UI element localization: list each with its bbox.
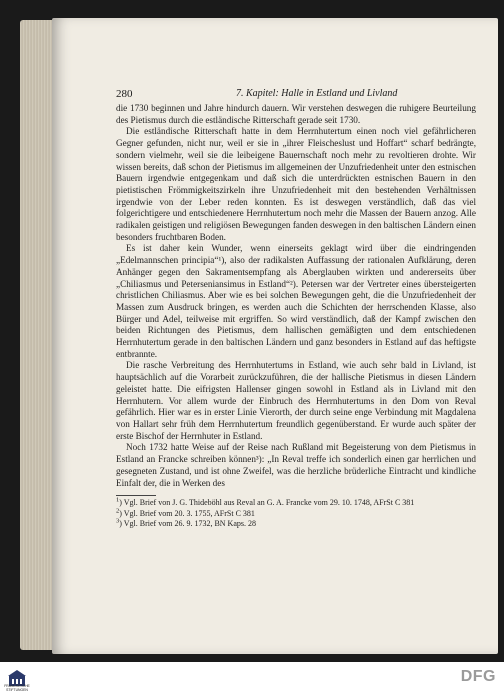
viewer-footer [0,662,504,693]
book-page-edges [20,20,54,650]
paragraph: Noch 1732 hatte Weise auf der Reise nach Rußland mit Begeisterung von dem Pietismus in Estland an Francke schreiben können³): „In Reval treffe ich sonderlich einen gar herrlichen und gesegneten Zustand, und ist ohne Zweifel, was die herzliche brüderliche Eintracht und kindliche Einfalt der, die in Werken des [116,442,476,488]
page-body [116,103,476,529]
footnote: $^1$) Vgl. Brief von J. G. Thideböhl aus Reval an G. A. Francke vom 29. 10. 1748, AFrSt C 381 [116,496,415,508]
running-title: 7. Kapitel: Halle in Estland und Livland [236,88,398,99]
footnote-mark: 2 [116,506,120,514]
dfg-logo: DFG [460,668,496,685]
footnote: $^3$) Vgl. Brief vom 26. 9. 1732, BN Kaps. 28 [116,517,256,529]
paragraph: Die rasche Verbreitung des Herrnhutertums in Estland, wie auch sehr bald in Livland, ist hauptsächlich auf die Vorarbeit zurückzuführen, die der hallische Pietismus in diesen Ländern geleistet hatte. Die eifrigsten Hallenser gingen sowohl in Estland als in Livland mit den Herrnhutern. Vor allem wurde der Einbruch des Herrnhutertums in den Dom von Reval gefährlich. Hier war es in erster Linie Vierorth, der durch seine enge Verbindung mit Magdalena von Hallart sehr früh dem Herrnhutertum freundlich gegenüberstand. Er wurde auch später der erste Bischof der Herrnhuter in Estland. [116,360,476,441]
logo-text: FRANCKESCHE STIFTUNGEN [4,684,30,692]
footnote-rule [116,495,156,496]
footnote-text: Vgl. Brief vom 20. 3. 1755, AFrSt C 381 [123,508,255,518]
footnote-mark: 3 [116,517,120,525]
footnote-text: Vgl. Brief von J. G. Thideböhl aus Reval an G. A. Francke vom 29. 10. 1748, AFrSt C 381 [123,498,415,508]
paragraph: Die estländische Ritterschaft hatte in dem Herrnhutertum einen noch viel gefährlicheren Gegner gefunden, nicht nur, weil er sie in „ihrer Fleischeslust und Hoffart“ scharf bedrängte, sondern vielmehr, weil sie die leibeigene Bauernschaft noch mehr zu revoltieren drohte. Wir wissen bereits, daß schon der Pietismus im allgemeinen der Unzufriedenheit unter den estnischen Bauern irgendwie entgegenkam und daß sich die unterdrückten estnischen Bauern in den pietistischen Frömmigkeitszirkeln ihre Unzufriedenheit mit den bestehenden Verhältnissen irgendwie von der Leber reden konnten. Es ist deswegen verständlich, daß das viel folgerichtigere und entschiedenere Herrnhutertum noch mehr die Massen der Bauern anzog. Alle radikalen geistigen und religiösen Bewegungen fanden deswegen in den baltischen Ländern einen besonders fruchtbaren Boden. [116,126,476,242]
running-header [116,88,476,102]
paragraph: die 1730 beginnen und Jahre hindurch dauern. Wir verstehen deswegen die ruhigere Beurteilung des Pietismus durch die estländische Ritterschaft gerade seit 1730. [116,103,476,125]
footnote-text: Vgl. Brief vom 26. 9. 1732, BN Kaps. 28 [123,519,256,529]
footnote-mark: 1 [116,496,120,504]
page-number: 280 [116,88,133,100]
footnote: $^2$) Vgl. Brief vom 20. 3. 1755, AFrSt C 381 [116,506,255,518]
paragraph: Es ist daher kein Wunder, wenn einerseits geklagt wird über die eindringenden „Edelmannschen principia“¹), also der radikalsten Auffassung der rationalen Aufklärung, deren Anhänger gegen den Sakramentsempfang als Aberglauben wirkten und andererseits über „Chiliasmus und Peterseniansimus in Estland“²). Petersen war der Vertreter eines übersteigerten christlichen Chiliasmus. Aber wie es bei solchen Bewegungen geht, die die Unzufriedenheit der Massen zum Ausdruck bringen, es werden auch die Schichten der herrschenden Klasse, also Bürger und Adel, teilweise mit ergriffen. So wird verständlich, daß der Kampf zwischen den beiden Richtungen des Pietismus, dem hallischen gemäßigten und dem entschiedenen Herrnhutertum gerade in den baltischen Ländern und ganz besonders in Estland auf das heftigste entbrannte. [116,243,476,359]
